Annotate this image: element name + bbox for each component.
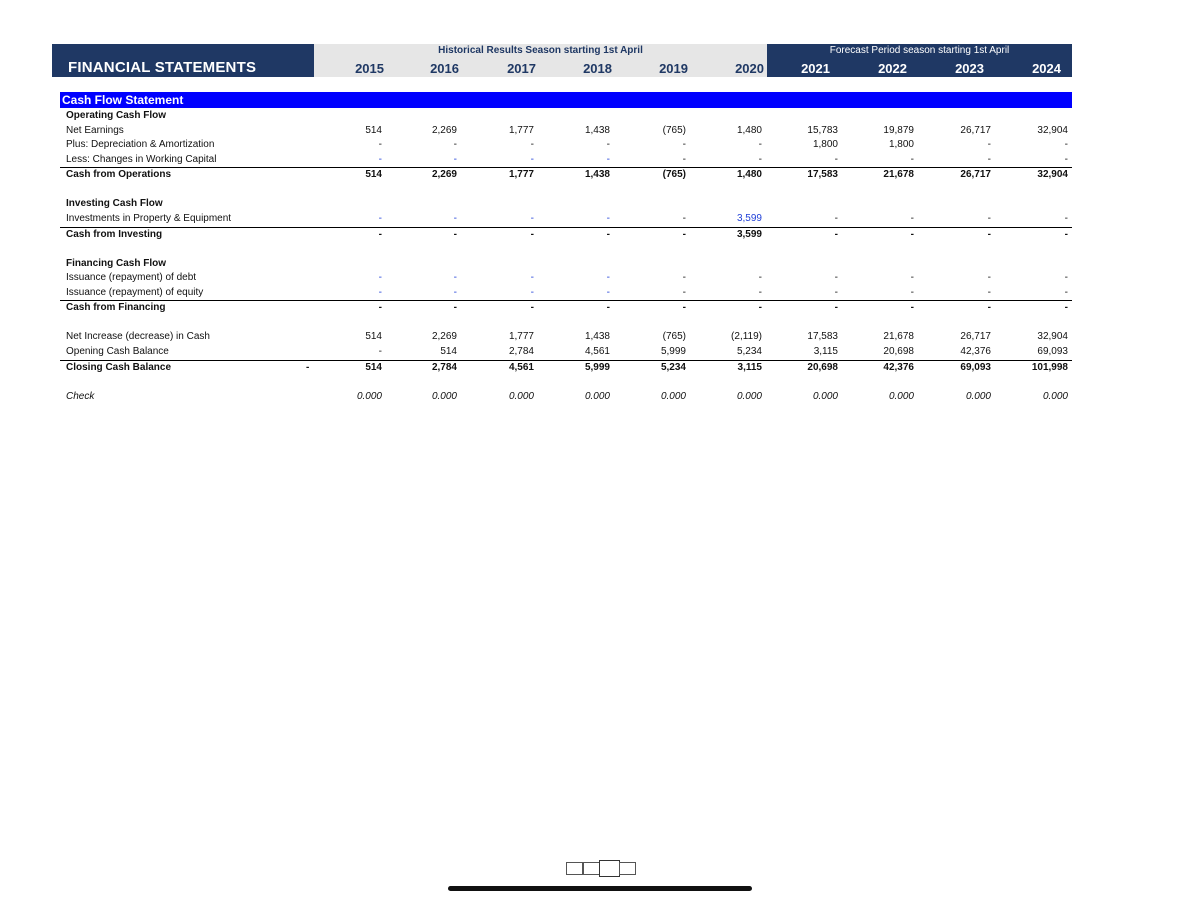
total-row: [60, 360, 1072, 375]
value-cell: 5,234: [736, 346, 762, 357]
value-cell: -: [682, 286, 686, 298]
row-label: Financing Cash Flow: [66, 257, 167, 269]
value-cell: -: [987, 228, 991, 240]
page-thumbnail[interactable]: [566, 862, 583, 875]
table-row: [66, 286, 1072, 300]
value-cell: 4,561: [584, 346, 610, 357]
value-cell: -: [987, 139, 991, 151]
value-cell: -: [910, 272, 914, 284]
value-cell: 0.000: [812, 390, 838, 402]
value-cell: -: [530, 153, 534, 165]
value-cell: -: [530, 139, 534, 151]
value-cell: 0.000: [965, 390, 991, 402]
section-title: Cash Flow Statement: [62, 93, 184, 107]
value-cell: 4,561: [508, 361, 534, 373]
value-cell: -: [378, 213, 382, 224]
value-cell: (2,119): [731, 331, 762, 343]
year-header: 2016: [430, 61, 459, 76]
value-cell: -: [987, 153, 991, 165]
value-cell: -: [453, 139, 457, 151]
value-cell: 3,599: [736, 228, 762, 240]
row-label: Less: Changes in Working Capital: [66, 153, 217, 165]
value-cell: -: [1064, 139, 1068, 151]
value-cell: -: [987, 272, 991, 284]
statement-title: FINANCIAL STATEMENTS: [68, 59, 257, 76]
value-cell: -: [910, 302, 914, 314]
year-header: 2017: [507, 61, 536, 76]
year-header: 2022: [878, 61, 907, 76]
value-cell: 2,784: [431, 361, 457, 373]
value-cell: -: [910, 286, 914, 298]
value-cell: -: [530, 286, 534, 298]
value-cell: -: [1064, 286, 1068, 298]
value-cell: 0.000: [1042, 390, 1068, 402]
value-cell: -: [530, 272, 534, 284]
value-cell: -: [834, 302, 838, 314]
row-label: Investments in Property & Equipment: [66, 213, 232, 224]
year-header: 2015: [355, 61, 384, 76]
value-cell: -: [834, 286, 838, 298]
home-indicator[interactable]: [448, 886, 752, 891]
year-header: 2018: [583, 61, 612, 76]
value-cell: 1,438: [584, 169, 610, 181]
value-cell: -: [530, 213, 534, 224]
value-cell: -: [682, 302, 686, 314]
value-cell: -: [682, 153, 686, 165]
value-cell: 1,480: [736, 169, 762, 181]
value-cell: -: [453, 153, 457, 165]
value-cell: 42,376: [960, 346, 991, 357]
value-cell: 21,678: [883, 331, 914, 343]
row-label: Plus: Depreciation & Amortization: [66, 139, 215, 151]
table-row: [66, 271, 1072, 285]
value-cell: -: [910, 228, 914, 240]
table-row: [66, 124, 1072, 138]
row-lead-value: -: [306, 361, 310, 373]
row-label: Net Increase (decrease) in Cash: [66, 331, 210, 343]
value-cell: -: [758, 302, 762, 314]
total-row: [60, 300, 1072, 315]
value-cell: -: [987, 302, 991, 314]
value-cell: 32,904: [1037, 124, 1068, 136]
row-label: Closing Cash Balance: [66, 361, 172, 373]
value-cell: -: [910, 213, 914, 224]
value-cell: 5,234: [660, 361, 686, 373]
value-cell: 20,698: [807, 361, 838, 373]
value-cell: 5,999: [584, 361, 610, 373]
value-cell: -: [606, 302, 610, 314]
table-row: [66, 330, 1072, 344]
value-cell: -: [606, 213, 610, 224]
row-label: Check: [66, 390, 95, 402]
year-header: 2019: [659, 61, 688, 76]
value-cell: 2,269: [431, 124, 457, 136]
value-cell: 1,777: [508, 124, 534, 136]
value-cell: 1,777: [508, 331, 534, 343]
value-cell: 3,599: [736, 213, 762, 224]
page-thumbnail-current[interactable]: [599, 860, 620, 877]
historical-caption: Historical Results Season starting 1st April: [438, 45, 643, 56]
value-cell: -: [1064, 272, 1068, 284]
value-cell: -: [530, 302, 534, 314]
subsection-heading: [66, 257, 1072, 271]
value-cell: 0.000: [584, 390, 610, 402]
value-cell: 514: [365, 124, 382, 136]
value-cell: 5,999: [660, 346, 686, 357]
value-cell: 69,093: [960, 361, 991, 373]
value-cell: -: [378, 302, 382, 314]
statement-title-cell: [52, 44, 314, 77]
value-cell: -: [682, 272, 686, 284]
value-cell: 69,093: [1037, 346, 1068, 357]
value-cell: 15,783: [807, 124, 838, 136]
value-cell: -: [606, 153, 610, 165]
page-thumbnail[interactable]: [619, 862, 636, 875]
value-cell: 26,717: [960, 124, 991, 136]
value-cell: (765): [662, 124, 686, 136]
value-cell: -: [453, 272, 457, 284]
value-cell: 26,717: [960, 331, 991, 343]
value-cell: -: [453, 286, 457, 298]
row-label: Investing Cash Flow: [66, 198, 163, 210]
value-cell: -: [834, 228, 838, 240]
value-cell: -: [378, 153, 382, 165]
value-cell: 1,800: [812, 139, 838, 151]
value-cell: 21,678: [883, 169, 914, 181]
row-label: Net Earnings: [66, 124, 124, 136]
value-cell: -: [378, 272, 382, 284]
value-cell: -: [1064, 153, 1068, 165]
value-cell: -: [378, 228, 382, 240]
value-cell: -: [453, 228, 457, 240]
year-header: 2021: [801, 61, 830, 76]
value-cell: (765): [662, 331, 686, 343]
value-cell: -: [453, 302, 457, 314]
check-row: [66, 390, 1072, 404]
value-cell: -: [758, 286, 762, 298]
value-cell: -: [834, 272, 838, 284]
value-cell: -: [682, 228, 686, 240]
subsection-heading: [66, 109, 1072, 123]
row-label: Issuance (repayment) of equity: [66, 286, 204, 298]
value-cell: -: [606, 272, 610, 284]
value-cell: -: [910, 153, 914, 165]
value-cell: 514: [365, 169, 382, 181]
total-row: [60, 167, 1072, 182]
value-cell: -: [758, 139, 762, 151]
value-cell: -: [1064, 228, 1068, 240]
value-cell: 0.000: [431, 390, 457, 402]
value-cell: 17,583: [807, 331, 838, 343]
value-cell: 0.000: [888, 390, 914, 402]
year-header: 2023: [955, 61, 984, 76]
value-cell: 0.000: [660, 390, 686, 402]
value-cell: 32,904: [1037, 169, 1068, 181]
row-label: Operating Cash Flow: [66, 110, 167, 121]
value-cell: -: [606, 228, 610, 240]
value-cell: 514: [440, 346, 457, 357]
value-cell: 514: [365, 361, 382, 373]
row-label: Opening Cash Balance: [66, 346, 169, 357]
value-cell: -: [682, 213, 686, 224]
value-cell: 1,438: [584, 124, 610, 136]
value-cell: (765): [662, 169, 686, 181]
value-cell: 32,904: [1037, 331, 1068, 343]
value-cell: -: [1064, 213, 1068, 224]
value-cell: 3,115: [813, 346, 838, 357]
historical-period-block: [314, 44, 767, 77]
row-label: Issuance (repayment) of debt: [66, 272, 197, 284]
year-header: 2024: [1032, 61, 1061, 76]
value-cell: 3,115: [737, 361, 762, 373]
value-cell: 2,269: [431, 169, 457, 181]
table-row: [66, 153, 1072, 167]
page-thumbnail[interactable]: [583, 862, 600, 875]
value-cell: 19,879: [883, 124, 914, 136]
value-cell: -: [606, 286, 610, 298]
year-header: 2020: [735, 61, 764, 76]
value-cell: -: [606, 139, 610, 151]
value-cell: 1,777: [508, 169, 534, 181]
value-cell: 2,784: [508, 346, 534, 357]
value-cell: -: [530, 228, 534, 240]
value-cell: 0.000: [356, 390, 382, 402]
forecast-period-block: [767, 44, 1072, 77]
page-thumbnails[interactable]: [566, 860, 634, 876]
table-row: [66, 345, 1072, 359]
row-label: Cash from Operations: [66, 169, 172, 181]
value-cell: 26,717: [960, 169, 991, 181]
value-cell: -: [1064, 302, 1068, 314]
row-label: Cash from Financing: [66, 302, 166, 314]
value-cell: 1,480: [736, 124, 762, 136]
forecast-caption: Forecast Period season starting 1st April: [829, 45, 1010, 56]
value-cell: -: [987, 213, 991, 224]
value-cell: 0.000: [736, 390, 762, 402]
value-cell: -: [758, 153, 762, 165]
header-band: [52, 44, 1072, 77]
value-cell: -: [682, 139, 686, 151]
value-cell: -: [834, 153, 838, 165]
cash-flow-section-bar: [60, 92, 1072, 108]
total-row: [60, 227, 1072, 242]
value-cell: -: [758, 272, 762, 284]
value-cell: 17,583: [807, 169, 838, 181]
value-cell: 1,438: [584, 331, 610, 343]
row-label: Cash from Investing: [66, 228, 163, 240]
value-cell: -: [378, 286, 382, 298]
value-cell: -: [378, 139, 382, 151]
value-cell: 0.000: [508, 390, 534, 402]
value-cell: 20,698: [883, 346, 914, 357]
value-cell: 1,800: [888, 139, 914, 151]
value-cell: -: [834, 213, 838, 224]
value-cell: 101,998: [1031, 361, 1068, 373]
value-cell: -: [987, 286, 991, 298]
subsection-heading: [66, 197, 1072, 211]
value-cell: -: [378, 346, 382, 357]
value-cell: 2,269: [431, 331, 457, 343]
value-cell: 514: [365, 331, 382, 343]
value-cell: -: [453, 213, 457, 224]
table-row: [66, 138, 1072, 152]
value-cell: 42,376: [883, 361, 914, 373]
table-row: [66, 212, 1072, 226]
